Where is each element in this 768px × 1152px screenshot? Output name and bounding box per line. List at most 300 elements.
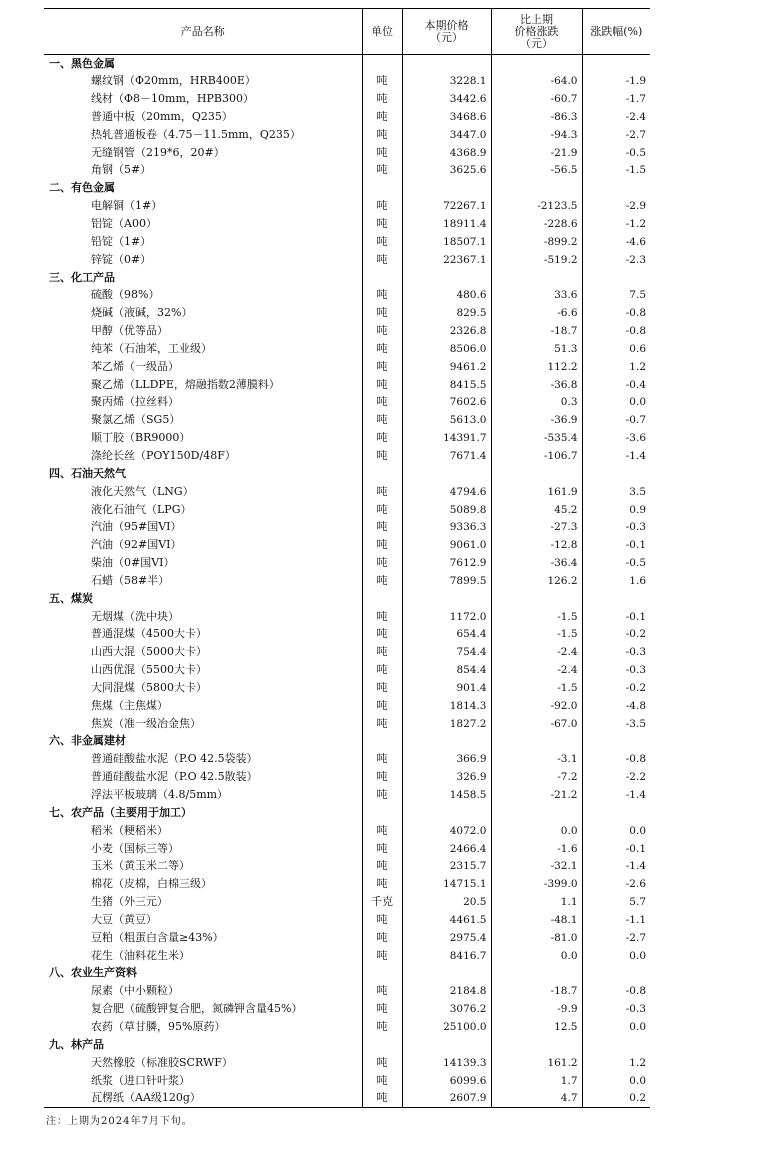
unit-cell: 吨 [362, 679, 402, 697]
product-name-cell: 焦煤（主焦煤） [91, 698, 168, 712]
price-cell: 3228.1 [402, 72, 491, 90]
category-title: 一、黑色金属 [49, 56, 115, 70]
product-name-cell: 烧碱（液碱，32%） [91, 306, 193, 320]
price-change-cell: 161.2 [491, 1054, 582, 1072]
empty-cell [582, 269, 650, 287]
table-row [44, 144, 650, 162]
category-title: 七、农产品（主要用于加工） [49, 805, 192, 819]
category-title: 五、煤炭 [49, 591, 93, 605]
product-name-cell: 天然橡胶（标准胶SCRWF） [91, 1055, 233, 1069]
product-name-cell: 棉花（皮棉，白棉三级） [91, 877, 212, 891]
price-cell: 3447.0 [402, 126, 491, 144]
price-cell: 901.4 [402, 679, 491, 697]
price-cell: 7602.6 [402, 394, 491, 412]
empty-cell [582, 804, 650, 822]
price-change-cell: 0.3 [491, 394, 582, 412]
price-change-cell: -1.5 [491, 626, 582, 644]
unit-cell: 吨 [362, 608, 402, 626]
product-name-cell: 液化石油气（LPG） [91, 502, 192, 516]
unit-cell: 吨 [362, 875, 402, 893]
unit-cell: 吨 [362, 1089, 402, 1107]
table-row [44, 197, 650, 215]
price-change-cell: -1.5 [491, 679, 582, 697]
category-row [44, 1036, 650, 1054]
category-row [44, 179, 650, 197]
change-percent-cell: -1.4 [582, 857, 650, 875]
change-percent-cell: -0.2 [582, 679, 650, 697]
price-change-cell: -32.1 [491, 857, 582, 875]
change-percent-cell: -2.7 [582, 126, 650, 144]
price-change-cell: -27.3 [491, 518, 582, 536]
price-cell: 4794.6 [402, 483, 491, 501]
price-cell: 14391.7 [402, 429, 491, 447]
price-change-cell: -899.2 [491, 233, 582, 251]
empty-cell [362, 269, 402, 287]
price-change-cell: -56.5 [491, 162, 582, 180]
footnote: 注：上期为2024年7月下旬。 [46, 1116, 193, 1127]
price-change-cell: -36.9 [491, 411, 582, 429]
change-percent-cell: -0.3 [582, 1000, 650, 1018]
price-cell: 22367.1 [402, 251, 491, 269]
price-table-container [44, 8, 650, 1108]
change-percent-cell: 0.9 [582, 501, 650, 519]
table-row [44, 893, 650, 911]
unit-cell: 吨 [362, 715, 402, 733]
empty-cell [491, 179, 582, 197]
price-change-cell: -36.8 [491, 376, 582, 394]
unit-cell: 吨 [362, 661, 402, 679]
table-row [44, 126, 650, 144]
product-name-cell: 尿素（中小颗粒） [91, 984, 179, 998]
empty-cell [402, 465, 491, 483]
product-name-cell: 纸浆（进口针叶浆） [91, 1073, 190, 1087]
change-percent-cell: 0.2 [582, 1089, 650, 1107]
price-change-cell: 112.2 [491, 358, 582, 376]
product-name-cell: 无缝钢管（219*6，20#） [91, 145, 225, 159]
empty-cell [402, 733, 491, 751]
price-cell: 72267.1 [402, 197, 491, 215]
price-cell: 18911.4 [402, 215, 491, 233]
header-current-price [402, 9, 491, 55]
change-percent-cell: -0.7 [582, 411, 650, 429]
table-row [44, 572, 650, 590]
price-change-cell: -18.7 [491, 982, 582, 1000]
unit-cell: 吨 [362, 162, 402, 180]
category-row [44, 804, 650, 822]
price-cell: 9336.3 [402, 518, 491, 536]
product-name-cell: 线材（Φ8－10mm，HPB300） [91, 92, 254, 106]
unit-cell: 吨 [362, 108, 402, 126]
change-percent-cell: -0.5 [582, 554, 650, 572]
table-row [44, 840, 650, 858]
price-change-cell: 4.7 [491, 1089, 582, 1107]
product-name-cell: 甲醇（优等品） [91, 324, 168, 338]
category-title: 三、化工产品 [49, 270, 115, 284]
table-row [44, 376, 650, 394]
header-current-price-line2: （元） [430, 30, 463, 44]
price-change-cell: -519.2 [491, 251, 582, 269]
category-title: 六、非金属建材 [49, 734, 126, 748]
product-name-cell: 涤纶长丝（POY150D/48F） [91, 448, 236, 462]
category-row [44, 965, 650, 983]
empty-cell [491, 465, 582, 483]
product-name-cell: 纯苯（石油苯，工业级） [91, 341, 212, 355]
table-row [44, 251, 650, 269]
product-name-cell: 复合肥（硫酸钾复合肥，氮磷钾含量45%） [91, 1002, 303, 1016]
empty-cell [402, 590, 491, 608]
price-cell: 3442.6 [402, 90, 491, 108]
change-percent-cell: -0.4 [582, 376, 650, 394]
product-name-cell: 普通硅酸盐水泥（P.O 42.5袋装） [91, 752, 258, 766]
price-cell: 480.6 [402, 286, 491, 304]
header-price-change-line2: 价格涨跌 [514, 24, 559, 38]
table-row [44, 518, 650, 536]
table-row [44, 982, 650, 1000]
unit-cell: 吨 [362, 1000, 402, 1018]
product-name-cell: 山西优混（5500大卡） [91, 663, 207, 677]
price-change-cell: -64.0 [491, 72, 582, 90]
empty-cell [491, 733, 582, 751]
product-name-cell: 花生（油料花生米） [91, 948, 190, 962]
empty-cell [362, 590, 402, 608]
price-cell: 8415.5 [402, 376, 491, 394]
unit-cell: 吨 [362, 411, 402, 429]
price-change-cell: -21.9 [491, 144, 582, 162]
table-row [44, 162, 650, 180]
change-percent-cell: -0.1 [582, 536, 650, 554]
price-cell: 2607.9 [402, 1089, 491, 1107]
product-name-cell: 玉米（黄玉米二等） [91, 859, 190, 873]
change-percent-cell: 0.0 [582, 1018, 650, 1036]
unit-cell: 吨 [362, 750, 402, 768]
empty-cell [362, 804, 402, 822]
unit-cell: 吨 [362, 1054, 402, 1072]
table-row [44, 429, 650, 447]
table-row [44, 768, 650, 786]
price-cell: 2184.8 [402, 982, 491, 1000]
price-cell: 854.4 [402, 661, 491, 679]
table-body [44, 55, 650, 1108]
change-percent-cell: -0.8 [582, 322, 650, 340]
price-cell: 3625.6 [402, 162, 491, 180]
price-cell: 7612.9 [402, 554, 491, 572]
table-row [44, 1000, 650, 1018]
unit-cell: 吨 [362, 501, 402, 519]
table-row [44, 554, 650, 572]
change-percent-cell: -0.8 [582, 750, 650, 768]
table-row [44, 786, 650, 804]
price-change-cell: -67.0 [491, 715, 582, 733]
table-row [44, 626, 650, 644]
change-percent-cell: -2.9 [582, 197, 650, 215]
product-name-cell: 普通中板（20mm，Q235） [91, 109, 233, 123]
product-name-cell: 顺丁胶（BR9000） [91, 431, 191, 445]
change-percent-cell: 1.6 [582, 572, 650, 590]
table-row [44, 1018, 650, 1036]
price-cell: 7899.5 [402, 572, 491, 590]
change-percent-cell: 0.0 [582, 1072, 650, 1090]
price-cell: 1814.3 [402, 697, 491, 715]
product-name-cell: 山西大混（5000大卡） [91, 645, 207, 659]
price-change-cell: -399.0 [491, 875, 582, 893]
product-name-cell: 瓦楞纸（AA级120g） [44, 1089, 362, 1107]
table-row [44, 679, 650, 697]
price-cell: 1827.2 [402, 715, 491, 733]
empty-cell [491, 55, 582, 73]
price-change-cell: -94.3 [491, 126, 582, 144]
empty-cell [582, 590, 650, 608]
category-row [44, 733, 650, 751]
table-row [44, 911, 650, 929]
product-name-cell: 聚丙烯（拉丝料） [91, 395, 179, 409]
category-row [44, 590, 650, 608]
header-current-price-line1: 本期价格 [424, 18, 469, 32]
price-cell: 1172.0 [402, 608, 491, 626]
unit-cell: 吨 [362, 911, 402, 929]
empty-cell [402, 1036, 491, 1054]
price-change-cell: -7.2 [491, 768, 582, 786]
unit-cell: 吨 [362, 90, 402, 108]
price-cell: 14715.1 [402, 875, 491, 893]
price-cell: 5613.0 [402, 411, 491, 429]
empty-cell [362, 1036, 402, 1054]
unit-cell: 吨 [362, 197, 402, 215]
product-name-cell: 铝锭（A00） [91, 217, 157, 231]
change-percent-cell: -0.1 [582, 608, 650, 626]
price-cell: 326.9 [402, 768, 491, 786]
price-change-cell: 12.5 [491, 1018, 582, 1036]
table-row [44, 697, 650, 715]
product-name-cell: 柴油（0#国VI） [91, 556, 175, 570]
product-name-cell: 热轧普通板卷（4.75－11.5mm，Q235） [91, 127, 301, 141]
change-percent-cell: -2.2 [582, 768, 650, 786]
change-percent-cell: -0.3 [582, 661, 650, 679]
change-percent-cell: -1.5 [582, 162, 650, 180]
table-row [44, 947, 650, 965]
unit-cell: 吨 [362, 1072, 402, 1090]
change-percent-cell: -1.7 [582, 90, 650, 108]
unit-cell: 吨 [362, 447, 402, 465]
change-percent-cell: -4.6 [582, 233, 650, 251]
product-name-cell: 螺纹钢（Φ20mm，HRB400E） [91, 74, 256, 88]
change-percent-cell: 0.0 [582, 394, 650, 412]
price-cell: 829.5 [402, 304, 491, 322]
price-cell: 654.4 [402, 626, 491, 644]
table-row [44, 90, 650, 108]
price-cell: 366.9 [402, 750, 491, 768]
price-cell: 9061.0 [402, 536, 491, 554]
table-header-row [44, 9, 650, 55]
table-row [44, 1054, 650, 1072]
table-row [44, 643, 650, 661]
table-row [44, 536, 650, 554]
table-row [44, 304, 650, 322]
price-change-cell: -86.3 [491, 108, 582, 126]
table-row [44, 394, 650, 412]
unit-cell: 吨 [362, 72, 402, 90]
unit-cell: 吨 [362, 376, 402, 394]
table-row [44, 929, 650, 947]
change-percent-cell: -2.6 [582, 875, 650, 893]
product-name-cell: 聚乙烯（LLDPE，熔融指数2薄膜料） [91, 377, 280, 391]
unit-cell: 吨 [362, 286, 402, 304]
product-name-cell: 农药（草甘膦，95%原药） [91, 1019, 226, 1033]
empty-cell [402, 804, 491, 822]
price-change-cell: -12.8 [491, 536, 582, 554]
price-change-cell: -3.1 [491, 750, 582, 768]
change-percent-cell: 1.2 [582, 1054, 650, 1072]
empty-cell [362, 965, 402, 983]
change-percent-cell: -1.4 [582, 786, 650, 804]
change-percent-cell: -0.3 [582, 518, 650, 536]
empty-cell [491, 1036, 582, 1054]
price-change-cell: -92.0 [491, 697, 582, 715]
table-row [44, 358, 650, 376]
unit-cell: 吨 [362, 643, 402, 661]
price-change-cell: -1.6 [491, 840, 582, 858]
change-percent-cell: 1.2 [582, 358, 650, 376]
unit-cell: 吨 [362, 536, 402, 554]
price-change-cell: -48.1 [491, 911, 582, 929]
price-change-cell: 33.6 [491, 286, 582, 304]
table-row [44, 340, 650, 358]
change-percent-cell: -0.3 [582, 643, 650, 661]
empty-cell [402, 179, 491, 197]
table-row [44, 483, 650, 501]
empty-cell [402, 965, 491, 983]
table-row [44, 1072, 650, 1090]
unit-cell: 吨 [362, 126, 402, 144]
price-change-cell: 45.2 [491, 501, 582, 519]
table-row [44, 72, 650, 90]
empty-cell [362, 179, 402, 197]
price-change-cell: -228.6 [491, 215, 582, 233]
unit-cell: 吨 [362, 144, 402, 162]
change-percent-cell: -2.4 [582, 108, 650, 126]
price-cell: 20.5 [402, 893, 491, 911]
price-cell: 8416.7 [402, 947, 491, 965]
change-percent-cell: -3.5 [582, 715, 650, 733]
price-change-cell: 126.2 [491, 572, 582, 590]
unit-cell: 吨 [362, 1018, 402, 1036]
unit-cell: 吨 [362, 322, 402, 340]
price-change-cell: 51.3 [491, 340, 582, 358]
price-cell: 2315.7 [402, 857, 491, 875]
change-percent-cell: -2.3 [582, 251, 650, 269]
change-percent-cell: -0.2 [582, 626, 650, 644]
price-cell: 4368.9 [402, 144, 491, 162]
table-row [44, 322, 650, 340]
unit-cell: 吨 [362, 626, 402, 644]
empty-cell [582, 179, 650, 197]
table-row [44, 501, 650, 519]
unit-cell: 吨 [362, 554, 402, 572]
unit-cell: 吨 [362, 947, 402, 965]
price-change-cell: -36.4 [491, 554, 582, 572]
unit-cell: 吨 [362, 233, 402, 251]
product-name-cell: 石蜡（58#半） [91, 573, 170, 587]
price-cell: 8506.0 [402, 340, 491, 358]
empty-cell [582, 733, 650, 751]
table-row [44, 411, 650, 429]
price-cell: 6099.6 [402, 1072, 491, 1090]
category-title: 九、林产品 [49, 1037, 104, 1051]
category-title: 八、农业生产资料 [49, 966, 137, 980]
table-row [44, 608, 650, 626]
empty-cell [362, 733, 402, 751]
price-cell: 1458.5 [402, 786, 491, 804]
unit-cell: 吨 [362, 483, 402, 501]
empty-cell [402, 55, 491, 73]
table-row [44, 1089, 650, 1107]
product-name-cell: 苯乙烯（一级品） [91, 359, 179, 373]
empty-cell [582, 465, 650, 483]
header-change-percent: 涨跌幅(%) [582, 9, 650, 55]
change-percent-cell: -0.5 [582, 144, 650, 162]
change-percent-cell: 7.5 [582, 286, 650, 304]
price-cell: 25100.0 [402, 1018, 491, 1036]
unit-cell: 吨 [362, 394, 402, 412]
header-price-change-line1: 比上期 [520, 12, 553, 26]
price-change-cell: -2.4 [491, 643, 582, 661]
change-percent-cell: 3.5 [582, 483, 650, 501]
unit-cell: 吨 [362, 572, 402, 590]
table-row [44, 822, 650, 840]
unit-cell: 吨 [362, 768, 402, 786]
change-percent-cell: -1.1 [582, 911, 650, 929]
unit-cell: 吨 [362, 429, 402, 447]
table-row [44, 215, 650, 233]
table-row [44, 857, 650, 875]
table-row [44, 108, 650, 126]
change-percent-cell: 0.6 [582, 340, 650, 358]
unit-cell: 吨 [362, 857, 402, 875]
header-product-name: 产品名称 [44, 9, 362, 55]
price-table [44, 8, 650, 1108]
table-row [44, 661, 650, 679]
product-name-cell: 电解铜（1#） [91, 199, 163, 213]
change-percent-cell: 0.0 [582, 822, 650, 840]
empty-cell [582, 55, 650, 73]
category-row [44, 269, 650, 287]
header-price-change-line3: （元） [520, 36, 553, 50]
product-name-cell: 角钢（5#） [91, 163, 152, 177]
price-change-cell: 161.9 [491, 483, 582, 501]
table-row [44, 286, 650, 304]
product-name-cell: 浮法平板玻璃（4.8/5mm） [91, 788, 229, 802]
table-row [44, 447, 650, 465]
table-row [44, 750, 650, 768]
price-change-cell: 1.7 [491, 1072, 582, 1090]
price-change-cell: 1.1 [491, 893, 582, 911]
change-percent-cell: -3.6 [582, 429, 650, 447]
unit-cell: 吨 [362, 697, 402, 715]
change-percent-cell: 5.7 [582, 893, 650, 911]
category-title: 二、有色金属 [49, 181, 115, 195]
price-change-cell: -81.0 [491, 929, 582, 947]
price-change-cell: -106.7 [491, 447, 582, 465]
unit-cell: 吨 [362, 215, 402, 233]
price-cell: 4461.5 [402, 911, 491, 929]
table-row [44, 233, 650, 251]
table-row [44, 875, 650, 893]
product-name-cell: 普通混煤（4500大卡） [91, 627, 207, 641]
change-percent-cell: -4.8 [582, 697, 650, 715]
product-name-cell: 豆粕（粗蛋白含量≥43%） [91, 930, 224, 944]
price-change-cell: -535.4 [491, 429, 582, 447]
category-title: 四、石油天然气 [49, 466, 126, 480]
product-name-cell: 生猪（外三元） [91, 895, 168, 909]
